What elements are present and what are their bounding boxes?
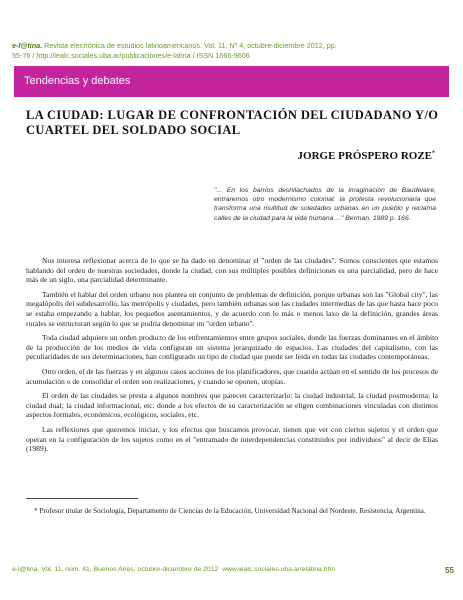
page-number: 55: [445, 566, 454, 575]
page-footer: [12, 566, 454, 573]
article-title: LA CIUDAD: LUGAR DE CONFRONTACIÓN DEL CIUDADANO Y/O CUARTEL DEL SOLDADO SOCIAL: [26, 108, 439, 137]
footer-citation: e-l@tina, Vol. 11, núm. 41, Buenos Aires, octubre-diciembre de 2012: [12, 566, 219, 573]
footnote-divider: [26, 498, 138, 499]
section-banner-label: Tendencias y debates: [24, 75, 131, 87]
author-name-text: JORGE PRÓSPERO ROZE: [297, 150, 432, 162]
section-banner: [14, 66, 449, 97]
author-name: [298, 150, 435, 162]
journal-logo: e-l@tina.: [12, 41, 43, 50]
body-paragraph: También el hablar del orden urbano nos plantea un conjunto de problemas de definición, porque urbanas son las "Global city", las megalópolis del subdesarrollo, las metrópolis y ciudades, pero también urbanas son las ciudades intermedias de las que hasta hace poco se estaba empezando a hablar, los pequeños asentamientos, y de acuerdo con lo más o menos laxo de la definición, grandes áreas rurales se estructuran según lo que se podría denominar un "orden urbano".: [26, 289, 438, 328]
author-footnote-mark: *: [432, 150, 435, 157]
footer-url[interactable]: www.iealc.sociales.uba.ar/elatina.htm: [222, 566, 336, 573]
body-paragraph: Otro orden, el de las fuerzas y en algunos casos acciones de los planificadores, que cuando actúan en el sentido de los procesos de acumulación o de consolidar el orden son realizaciones, y cuando se oponen, utopías.: [26, 366, 438, 386]
body-paragraph: Las reflexiones que queremos iniciar, y los efectos que buscamos provocar, tienen que ver con ciertos sujetos y el orden que operan en la configuración de los sujetos como en el "entramado de interdependencias constituidos por individuos" al decir de Elias (1989).: [26, 424, 438, 454]
epigraph: "... En los barrios deshilachados de la imaginación de Baudelaire, entraremos otro modernismo colonial: la protesta revolucionaria que transforma una multitud de soledades urbanas en un pueblo y reclama calles de la ciudad para la vida humana ..." Berman, 1989 p. 166.: [214, 187, 436, 222]
journal-info-line2: 55-76 / http://iealc.sociales.uba.ar/publicaciones/e-latina / ISSN 1666-9606: [12, 51, 250, 60]
author-footnote: * Profesor titular de Sociología, Departamento de Ciencias de la Educación, Universidad Nacional del Nordeste. Resistencia, Argentina.: [34, 507, 426, 515]
article-body: [26, 256, 438, 459]
body-paragraph: Nos interesa reflexionar acerca de lo que se ha dado en denominar el "orden de las ciudades". Somos conscientes que estamos hablando del orden de nuestras sociedades, donde la ciudad, con sus múltiples posibles definiciones es una parcialidad, pero de hace más de un siglo, una parcialidad determinante.: [26, 256, 438, 285]
journal-header: [12, 41, 452, 61]
journal-info-line1: Revista electrónica de estudios latinoamericanos. Vol. 11, Nº 4, octubre-diciembre 2012, pp.: [44, 41, 337, 50]
body-paragraph: Toda ciudad adquiere un orden producto de los enfrentamientos entre grupos sociales, donde las fuerzas dominantes en el ámbito de la producción de los medios de vida configuran un sistema jerarquizado de espacios. Las ciudades del capitalismo, con las peculiaridades de sus determinaciones, han configurado un tipo de ciudad que puede ser leída en todas las ciudades contemporáneas.: [26, 333, 438, 362]
body-paragraph: El orden de las ciudades se presta a algunos nombres que parecen caracterizarlo: la ciudad industrial, la ciudad postmoderna; la ciudad dual; la ciudad informacional, etc. donde a los efectos de su caracterización se eligen combinaciones vinculadas con distintos aspectos formales, económicos, ecológicos, sociales, etc.: [26, 391, 438, 420]
